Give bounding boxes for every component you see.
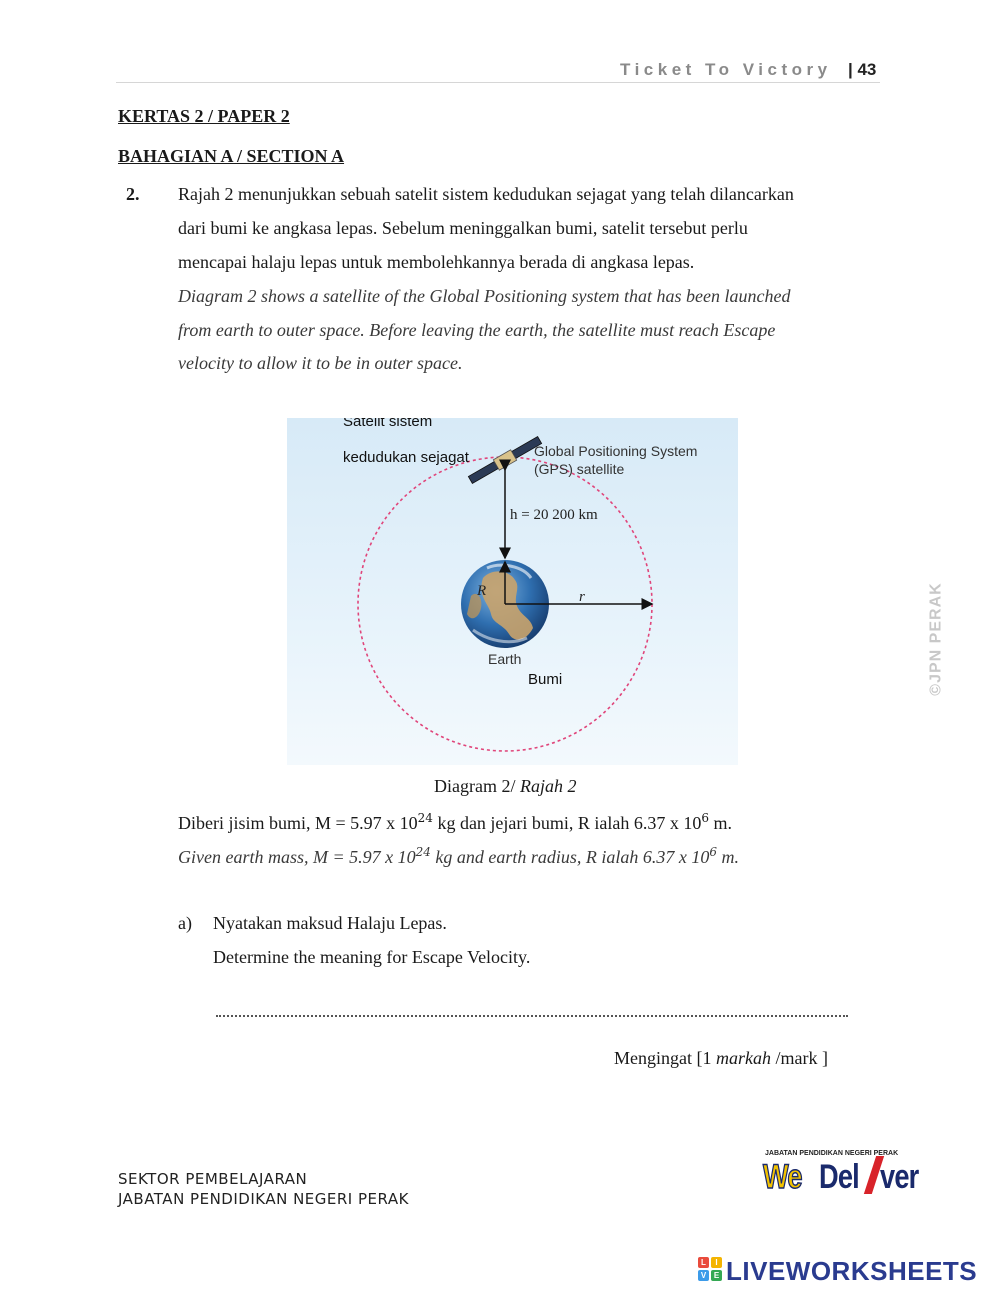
- paper-heading: KERTAS 2 / PAPER 2: [118, 106, 290, 126]
- footer-line-1: SEKTOR PEMBELAJARAN: [118, 1170, 308, 1188]
- given-malay-exp-2: 6: [701, 811, 710, 825]
- marks-italic: markah: [715, 1048, 771, 1068]
- marks-prefix: Mengingat [1: [614, 1048, 716, 1068]
- we-deliver-del: Del: [819, 1158, 859, 1196]
- question-malay-line-3: mencapai halaju lepas untuk membolehkannya berada di angkasa lepas.: [178, 252, 695, 272]
- earth-radius-label: R: [477, 583, 487, 599]
- liveworksheets-logo-icon: [698, 1257, 722, 1281]
- running-header-title: Ticket To Victory: [620, 60, 832, 79]
- lw-letter-i: I: [711, 1257, 722, 1268]
- given-malay-suffix: m.: [709, 813, 733, 833]
- part-a-english: Determine the meaning for Escape Velocity.: [213, 947, 531, 967]
- given-en-mid: kg and earth radius, R ialah 6.37 x 10: [430, 847, 710, 867]
- given-malay-prefix: Diberi jisim bumi, M = 5.97 x 10: [178, 813, 418, 833]
- given-malay: [178, 811, 732, 834]
- given-malay-exp-1: 24: [417, 811, 433, 825]
- question-english-line-1: Diagram 2 shows a satellite of the Global Positioning system that has been launched: [178, 286, 791, 306]
- diagram-svg: [287, 418, 738, 765]
- given-en-exp-1: 24: [415, 845, 431, 859]
- footer-line-2: JABATAN PENDIDIKAN NEGERI PERAK: [118, 1190, 409, 1208]
- marks-suffix: /mark ]: [770, 1048, 828, 1068]
- lw-letter-l: L: [698, 1257, 709, 1268]
- header-divider: [116, 82, 880, 83]
- question-malay-line-2: dari bumi ke angkasa lepas. Sebelum meninggalkan bumi, satelit tersebut perlu: [178, 218, 748, 238]
- we-deliver-ver: ver: [880, 1158, 919, 1196]
- caption-italic: Rajah 2: [519, 776, 577, 796]
- given-en-prefix: Given earth mass, M = 5.97 x 10: [178, 847, 416, 867]
- question-malay-line-1: Rajah 2 menunjukkan sebuah satelit sistem kedudukan sejagat yang telah dilancarkan: [178, 184, 794, 204]
- question-english-line-3: velocity to allow it to be in outer space.: [178, 353, 463, 373]
- part-a-label: a): [178, 913, 192, 933]
- satellite-label-malay-2: kedudukan sejagat: [343, 449, 469, 466]
- height-label: h = 20 200 km: [510, 507, 598, 523]
- bumi-label: Bumi: [528, 671, 563, 688]
- orbit-radius-label: r: [579, 589, 585, 605]
- given-en-exp-2: 6: [709, 845, 718, 859]
- page-number: | 43: [848, 60, 877, 79]
- caption-main: Diagram 2/: [434, 776, 520, 796]
- question-english-line-2: from earth to outer space. Before leaving the earth, the satellite must reach Escape: [178, 320, 776, 340]
- given-en-suffix: m.: [717, 847, 740, 867]
- satellite-orbit-diagram: [287, 418, 738, 765]
- part-a-malay: Nyatakan maksud Halaju Lepas.: [213, 913, 447, 933]
- diagram-caption: [434, 776, 576, 797]
- given-english: [178, 845, 739, 868]
- earth-label: Earth: [488, 651, 522, 667]
- lw-letter-v: V: [698, 1270, 709, 1281]
- liveworksheets-brand: LIVEWORKSHEETS: [726, 1256, 978, 1286]
- question-number: 2.: [126, 184, 140, 204]
- we-deliver-we: We: [763, 1158, 802, 1196]
- we-deliver-small-text: JABATAN PENDIDIKAN NEGERI PERAK: [765, 1150, 899, 1157]
- satellite-label-malay-1: Satelit sistem: [343, 418, 433, 430]
- given-malay-mid: kg dan jejari bumi, R ialah 6.37 x 10: [432, 813, 702, 833]
- marks-label: [614, 1048, 828, 1069]
- satellite-label-en-1: Global Positioning System: [534, 443, 698, 459]
- answer-line[interactable]: [216, 1015, 848, 1017]
- section-heading: BAHAGIAN A / SECTION A: [118, 146, 345, 166]
- lw-letter-e: E: [711, 1270, 722, 1281]
- jpn-perak-watermark: ©JPN PERAK: [927, 582, 945, 696]
- satellite-label-en-2: (GPS) satellite: [534, 461, 625, 477]
